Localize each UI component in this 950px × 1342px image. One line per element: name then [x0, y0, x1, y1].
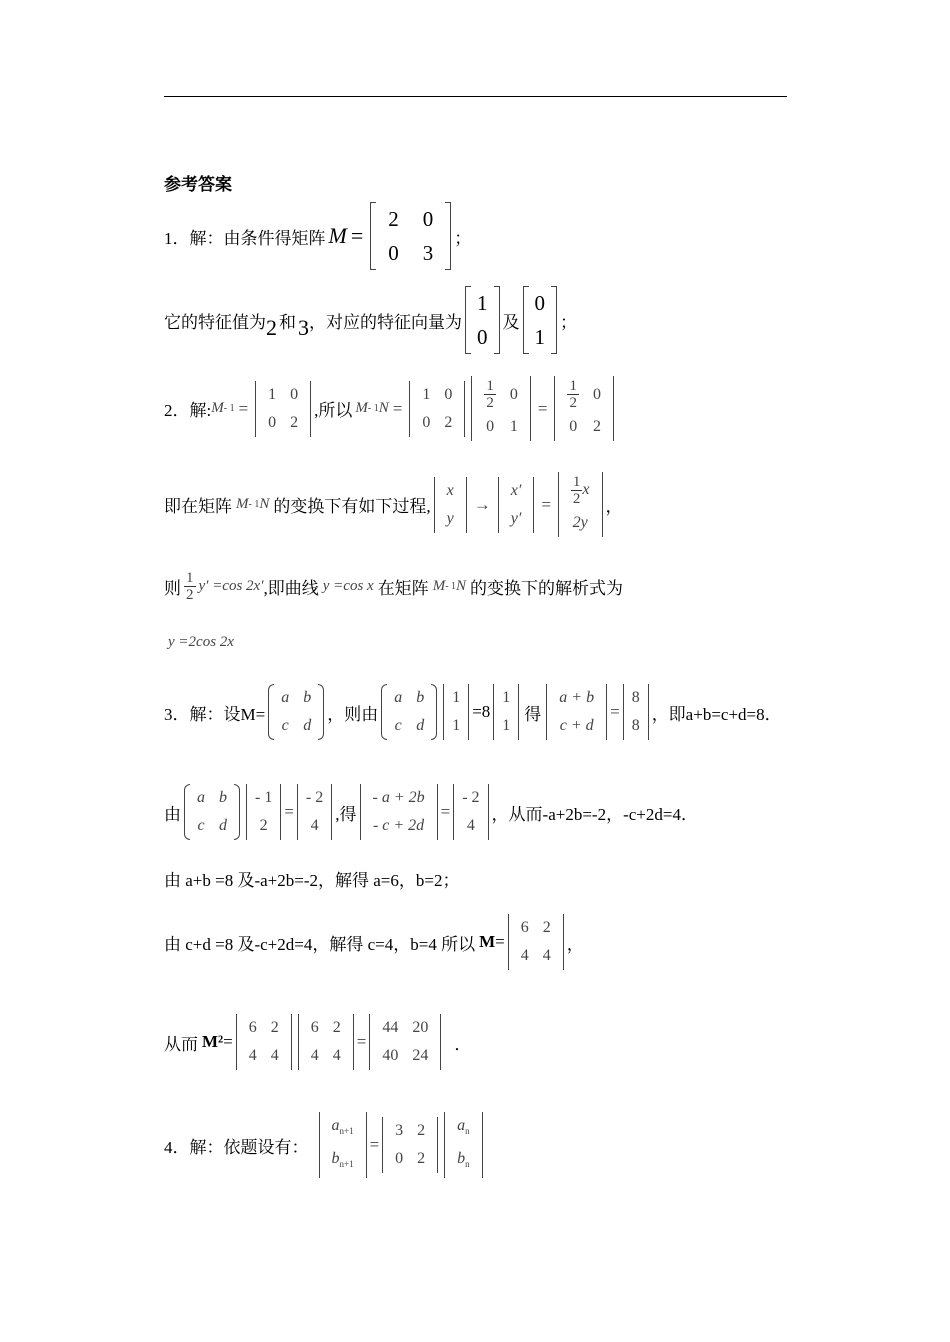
- q2-eq1: =: [238, 398, 249, 418]
- q2-expr2: y =cos x: [322, 578, 374, 594]
- q3-final-matrix: [508, 914, 564, 970]
- q1-label: 1．解：由条件得矩阵: [164, 228, 326, 248]
- q2-line2-a: 即在矩阵: [164, 497, 232, 516]
- q2-n21: 0: [486, 418, 495, 435]
- q3-M-bold: M: [479, 932, 496, 951]
- q1-m11: 2: [388, 207, 399, 231]
- q3-vec-11b: [493, 684, 519, 740]
- q4-a: a: [331, 1117, 340, 1134]
- q3-vec-88: [623, 684, 649, 740]
- q2-expr1: y′ =cos 2x′: [198, 578, 264, 594]
- q3-a3: a: [197, 789, 205, 806]
- q4-b: b: [331, 1150, 340, 1168]
- q3-line4: [164, 914, 584, 970]
- q3-label: 3．解：设M=: [164, 704, 266, 724]
- q2-M4: M: [432, 578, 446, 594]
- q3-a2: a: [394, 689, 403, 706]
- q3-ma12: 2: [270, 1019, 279, 1036]
- q4-line1: [164, 1112, 486, 1178]
- q2-mi11: 1: [268, 385, 277, 403]
- q4-rhs-vector: [444, 1112, 483, 1178]
- q2-half4: [184, 570, 196, 603]
- q3-you: 由: [164, 804, 181, 824]
- q1-ji: 及: [502, 312, 520, 332]
- q3-eqs: =: [495, 932, 505, 951]
- q3-line2: [164, 784, 698, 840]
- q1-eigen-text: 它的特征值为: [164, 312, 266, 332]
- q2-M: M: [211, 400, 224, 416]
- q2-half3-num: 1: [572, 474, 581, 490]
- q2-y: y: [446, 509, 454, 527]
- q2-half3-den: 2: [572, 491, 581, 507]
- q2-line2-b: 的变换下有如下过程,: [273, 497, 431, 516]
- q1-line2: [164, 286, 577, 354]
- q2-n12: 0: [509, 385, 518, 403]
- q3-r12: 20: [412, 1019, 429, 1036]
- q4-m12: 2: [417, 1122, 426, 1140]
- q2-r22: 2: [592, 418, 601, 435]
- q4-bn: b: [457, 1150, 466, 1168]
- q3-r1: - a + 2b: [372, 789, 425, 806]
- q3-mb12: 2: [332, 1019, 341, 1036]
- q3-two: 2: [259, 817, 268, 834]
- q3-sum-vec: [546, 684, 607, 740]
- q2-half-num: 1: [486, 378, 494, 394]
- q2-half4-num: 1: [186, 570, 194, 586]
- q3-c2: c: [394, 717, 402, 734]
- q2-result-matrix: [554, 376, 614, 441]
- q3-d2: d: [416, 717, 425, 734]
- q3-mb21: 4: [310, 1047, 319, 1064]
- q2-N3: N: [259, 496, 270, 512]
- q3-m1: - 1: [255, 789, 273, 806]
- q3-m2b: - 2: [462, 789, 480, 806]
- q1-eigen2: 3: [298, 315, 309, 340]
- q2-inv-sup2: - 1: [367, 403, 379, 414]
- q3-expr-vec: [360, 784, 438, 840]
- q3-M-b: [298, 1014, 354, 1070]
- q2-N4: N: [456, 578, 467, 594]
- q2-mj11: 1: [422, 385, 431, 403]
- q2-2y: 2y: [572, 514, 588, 531]
- q4-n-a: n: [465, 1126, 470, 1137]
- q2-inv-sup: - 1: [223, 403, 235, 414]
- q4-eq: =: [369, 1135, 380, 1155]
- q3-r22: 24: [412, 1047, 429, 1064]
- q1-v1-a: 1: [477, 291, 488, 315]
- q2-result-vector: [558, 472, 603, 537]
- q2-half: [484, 378, 496, 411]
- q2-x2: x: [582, 481, 590, 499]
- q3-apb: a + b: [559, 689, 595, 706]
- q1-end: ；: [454, 228, 472, 248]
- q3-line5-text: 由 c+d =8 及-c+2d=4，解得 c=4，b=4 所以: [164, 934, 476, 954]
- title-text: 参考答案: [164, 175, 232, 194]
- q1-and: 和: [279, 312, 296, 332]
- q4-n1-a: n+1: [339, 1126, 354, 1137]
- q3-r21: 40: [382, 1047, 399, 1064]
- q3-zeyou: ，则由: [327, 704, 379, 724]
- q2-half2-num: 1: [569, 378, 577, 394]
- q2-result-expr: y =2cos 2x: [168, 634, 234, 650]
- q2-jiexi: 的变换下的解析式为: [470, 579, 624, 598]
- q3-e1: 8: [631, 689, 640, 706]
- q3-f11: 6: [520, 919, 529, 936]
- q2-eq3: =: [537, 398, 548, 418]
- q2-xp: x′: [510, 481, 522, 499]
- q1-vec1: [465, 286, 500, 354]
- q3-conclusion2: ，从而-a+2b=-2，-c+2d=4．: [491, 804, 698, 824]
- q2-inv-sup4: - 1: [445, 581, 457, 592]
- q4-m11: 3: [395, 1122, 404, 1140]
- q2-xpyp-vector: [498, 477, 535, 533]
- q3-M-matrix-3: [184, 784, 240, 840]
- q4-n-b: n: [465, 1159, 470, 1170]
- q1-m22: 3: [422, 241, 434, 265]
- q2-xy-vector: [434, 477, 467, 533]
- q1-v2-a: 0: [534, 291, 545, 315]
- q2-line2: [164, 472, 623, 537]
- header-rule: [164, 96, 787, 97]
- q3-ma21: 4: [248, 1047, 257, 1064]
- q3-line3: [164, 866, 459, 891]
- q3-b2: b: [416, 689, 425, 706]
- q3-ma22: 4: [270, 1047, 279, 1064]
- q3-f21: 4: [520, 947, 529, 964]
- q3-four: 4: [310, 817, 319, 834]
- q2-half4-den: 2: [186, 587, 194, 603]
- q3-c: c: [281, 717, 289, 734]
- q3-r11: 44: [382, 1019, 399, 1036]
- q2-M3: M: [236, 496, 249, 512]
- q3-mb22: 4: [332, 1047, 341, 1064]
- q1-m21: 0: [388, 241, 399, 265]
- q2-line1: [164, 376, 617, 441]
- q2-minv-matrix: [255, 381, 311, 437]
- q2-half2: [567, 378, 579, 411]
- q2-label: 2．解:: [164, 401, 212, 420]
- q2-suoyi: ,所以: [314, 401, 353, 420]
- q3-line4-text: 由 a+b =8 及-a+2b=-2，解得 a=6，b=2；: [164, 871, 460, 890]
- q3-M2-result: [369, 1014, 441, 1070]
- q2-half3: [571, 474, 583, 507]
- q2-r21: 0: [569, 418, 578, 435]
- q2-r12: 0: [592, 385, 601, 403]
- q3-conclusion1: ，即a+b=c+d=8．: [651, 704, 782, 724]
- q2-x: x: [446, 481, 454, 499]
- q3-v2: 1: [452, 717, 461, 734]
- q3-vec-11: [443, 684, 469, 740]
- q3-M-matrix: [268, 684, 324, 740]
- q2-half2-den: 2: [569, 395, 577, 411]
- q1-eigen1: 2: [266, 315, 277, 340]
- q4-matrix: [382, 1117, 438, 1173]
- q3-f22: 4: [542, 947, 551, 964]
- q2-ze: 则: [164, 579, 181, 598]
- q2-line3: [164, 570, 623, 603]
- q3-d3: d: [219, 817, 227, 834]
- q3-d: d: [303, 717, 312, 734]
- q1-v1-b: 0: [477, 325, 488, 349]
- q2-n22: 1: [509, 418, 518, 435]
- q4-m21: 0: [395, 1150, 404, 1168]
- q1-line1: [164, 202, 471, 270]
- q3-ma11: 6: [248, 1019, 257, 1036]
- q3-v1: 1: [452, 689, 461, 706]
- q2-mi12: 0: [290, 385, 299, 403]
- q3-eqs2: =: [223, 1032, 233, 1051]
- q3-a: a: [281, 689, 290, 706]
- q4-label: 4．解：依题设有：: [164, 1137, 309, 1157]
- q3-mb11: 6: [310, 1019, 319, 1036]
- q3-eq: =: [610, 702, 620, 721]
- q3-M-matrix-2: [381, 684, 437, 740]
- q1-matrix: [370, 202, 451, 270]
- q3-c3: c: [197, 817, 205, 834]
- q3-eq8: =8: [472, 702, 491, 721]
- q2-eq2: =: [392, 398, 403, 418]
- q1-end2: ；: [560, 312, 577, 332]
- q3-vec-m12: [246, 784, 281, 840]
- q2-eq4: =: [541, 494, 551, 514]
- q1-M: M: [328, 223, 347, 248]
- q2-mj21: 0: [422, 413, 431, 431]
- q2-mi21: 0: [268, 413, 277, 431]
- q3-M-a: [236, 1014, 292, 1070]
- q3-r2: - c + 2d: [372, 817, 425, 834]
- q3-eq2: =: [284, 802, 294, 821]
- q2-n-matrix: [471, 376, 531, 441]
- q4-m22: 2: [417, 1150, 426, 1168]
- q4-n1-b: n+1: [339, 1159, 354, 1170]
- q1-v2-b: 1: [534, 325, 545, 349]
- q2-yp: y′: [510, 509, 522, 527]
- q4-lhs-vector: [319, 1112, 367, 1178]
- q3-v3: 1: [502, 689, 511, 706]
- q3-b: b: [303, 689, 312, 706]
- q3-v4: 1: [502, 717, 511, 734]
- q3-fourb: 4: [466, 817, 475, 834]
- q3-vec-m24b: [453, 784, 488, 840]
- q2-N: N: [378, 400, 389, 416]
- q2-minv-matrix-2: [409, 381, 465, 437]
- answer-title: [164, 170, 232, 195]
- q3-b3: b: [219, 789, 227, 806]
- q3-cpd: c + d: [559, 717, 594, 734]
- q1-m12: 0: [422, 207, 434, 231]
- q3-vec-m24: [297, 784, 332, 840]
- q2-comma: ，: [605, 497, 623, 516]
- q3-M2: M²: [202, 1032, 224, 1051]
- q2-inv-sup3: - 1: [248, 499, 260, 510]
- q2-mj12: 0: [444, 385, 453, 403]
- q2-M2: M: [355, 400, 368, 416]
- q3-line5: [164, 1014, 471, 1070]
- q2-half-den: 2: [486, 395, 494, 411]
- q3-line1: [164, 684, 782, 740]
- q3-eq3: =: [440, 802, 451, 821]
- q1-vec2: [523, 286, 558, 354]
- q1-vec-text: ，对应的特征向量为: [309, 312, 462, 332]
- q2-zaijuzhen: 在矩阵: [377, 579, 429, 598]
- q3-eq4: =: [356, 1032, 367, 1051]
- q2-mj22: 2: [444, 413, 453, 431]
- q3-period: ．: [454, 1034, 472, 1054]
- q2-result: [164, 634, 234, 651]
- q3-f12: 2: [542, 919, 551, 936]
- q2-jiquxian: ,即曲线: [263, 579, 319, 598]
- q3-congr: 从而: [164, 1034, 198, 1054]
- q3-de2: ,得: [335, 804, 357, 824]
- q3-comma: ，: [566, 934, 584, 954]
- q3-de: 得: [524, 704, 542, 724]
- q2-arrow: →: [473, 494, 491, 514]
- q1-eq: =: [350, 223, 364, 248]
- q2-mi22: 2: [290, 413, 299, 431]
- q3-e2: 8: [631, 717, 640, 734]
- q4-an: a: [457, 1117, 466, 1134]
- q3-m2: - 2: [305, 789, 324, 806]
